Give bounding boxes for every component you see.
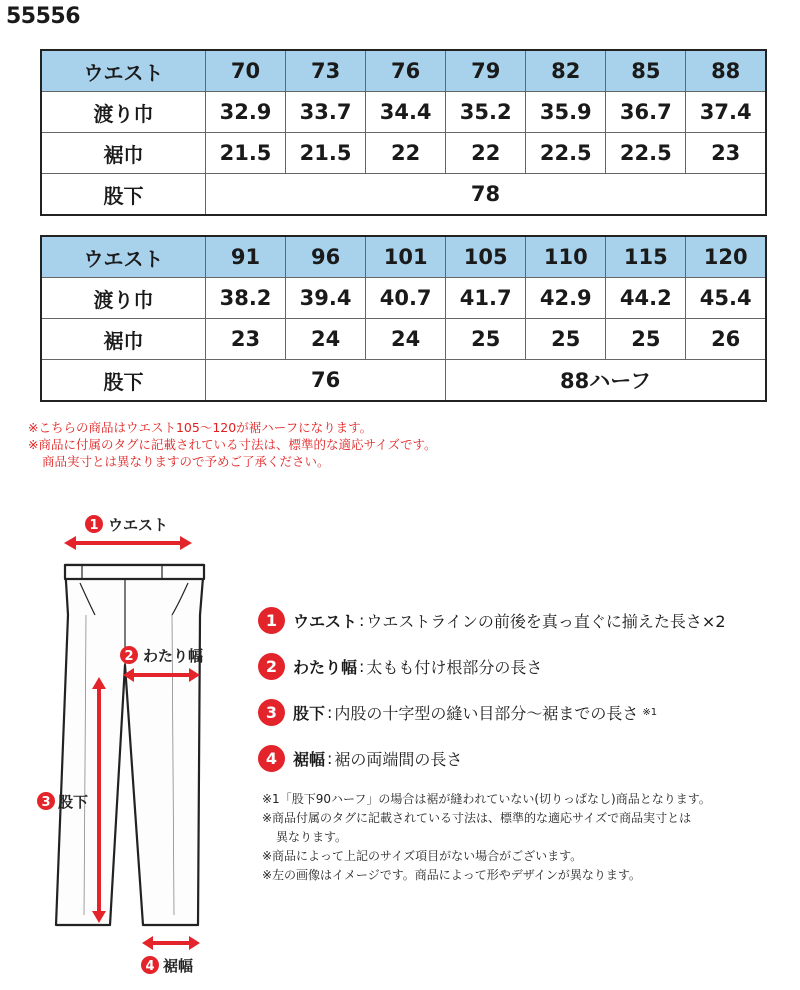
hem-cell: 22 — [446, 133, 526, 174]
hem-cell: 24 — [286, 319, 366, 360]
legend-separator: : — [327, 749, 333, 768]
red-notes — [28, 419, 436, 470]
inseam-marker-number: 3 — [41, 795, 51, 810]
waist-cell: 73 — [286, 50, 366, 92]
thigh-cell: 35.9 — [526, 92, 606, 133]
inseam-row — [41, 360, 766, 402]
inseam-diagram-label: 股下 — [58, 793, 89, 811]
legend-separator: : — [327, 703, 333, 722]
legend-separator: : — [359, 657, 365, 676]
waist-cell: 82 — [526, 50, 606, 92]
red-note: ※こちらの商品はウエスト105〜120が裾ハーフになります。 — [28, 420, 373, 435]
legend-term: 裾幅 — [293, 750, 326, 769]
legend-separator: : — [359, 611, 365, 630]
hem-label: 裾巾 — [41, 319, 206, 360]
hem-cell: 25 — [606, 319, 686, 360]
red-note: ※商品に付属のタグに記載されている寸法は、標準的な適応サイズです。 — [28, 437, 437, 452]
thigh-cell: 36.7 — [606, 92, 686, 133]
red-note: 商品実寸とは異なりますので予めご了承ください。 — [42, 454, 330, 469]
legend-number: 1 — [258, 607, 285, 634]
legend-number: 2 — [258, 653, 285, 680]
hem-row — [41, 319, 766, 360]
footnote: 異なります。 — [276, 830, 348, 844]
footnote: ※商品付属のタグに記載されている寸法は、標準的な適応サイズで商品実寸とは — [262, 811, 692, 825]
waist-cell: 76 — [366, 50, 446, 92]
thigh-label: 渡り巾 — [41, 92, 206, 133]
waist-cell: 79 — [446, 50, 526, 92]
waist-label: ウエスト — [41, 50, 206, 92]
thigh-cell: 42.9 — [526, 278, 606, 319]
hem-arrow-icon — [142, 936, 200, 950]
thigh-cell: 40.7 — [366, 278, 446, 319]
thigh-marker-number: 2 — [124, 649, 134, 664]
product-code: 55556 — [6, 4, 81, 29]
hem-cell: 21.5 — [206, 133, 286, 174]
inseam-cell: 88ハーフ — [446, 360, 766, 402]
hem-cell: 25 — [446, 319, 526, 360]
hem-row — [41, 133, 766, 174]
hem-cell: 25 — [526, 319, 606, 360]
waist-diagram-label: ウエスト — [108, 516, 169, 534]
waist-cell: 105 — [446, 236, 526, 278]
footnotes — [262, 790, 711, 885]
waist-cell: 91 — [206, 236, 286, 278]
footnote: ※左の画像はイメージです。商品によって形やデザインが異なります。 — [262, 868, 641, 882]
waist-arrow-icon — [64, 536, 192, 550]
legend-term: わたり幅 — [293, 658, 358, 677]
inseam-label: 股下 — [41, 360, 206, 402]
thigh-row — [41, 278, 766, 319]
thigh-cell: 45.4 — [686, 278, 766, 319]
footnote: ※商品によって上記のサイズ項目がない場合がございます。 — [262, 849, 583, 863]
hem-cell: 22 — [366, 133, 446, 174]
pants-diagram — [0, 505, 260, 985]
waist-cell: 96 — [286, 236, 366, 278]
thigh-cell: 38.2 — [206, 278, 286, 319]
inseam-cell: 76 — [206, 360, 446, 402]
legend-description: 内股の十字型の縫い目部分〜裾までの長さ — [334, 704, 639, 723]
thigh-label: 渡り巾 — [41, 278, 206, 319]
hem-cell: 23 — [686, 133, 766, 174]
thigh-cell: 35.2 — [446, 92, 526, 133]
legend-item-waist — [258, 606, 726, 635]
footnote: ※1「股下90ハーフ」の場合は裾が縫われていない(切りっぱなし)商品となります。 — [262, 792, 711, 806]
waist-cell: 110 — [526, 236, 606, 278]
legend-item-inseam — [258, 698, 726, 727]
waist-cell: 101 — [366, 236, 446, 278]
legend-term: 股下 — [293, 704, 326, 723]
hem-label: 裾巾 — [41, 133, 206, 174]
hem-cell: 22.5 — [526, 133, 606, 174]
waist-marker-number: 1 — [89, 518, 99, 533]
inseam-label: 股下 — [41, 174, 206, 216]
size-table-2 — [40, 235, 767, 402]
measurement-legend — [258, 606, 726, 790]
legend-item-thigh — [258, 652, 726, 681]
legend-number: 3 — [258, 699, 285, 726]
thigh-cell: 44.2 — [606, 278, 686, 319]
waist-row — [41, 50, 766, 92]
thigh-diagram-label: わたり幅 — [143, 647, 204, 665]
pants-outline-icon — [56, 565, 204, 925]
thigh-cell: 34.4 — [366, 92, 446, 133]
legend-description: ウエストラインの前後を真っ直ぐに揃えた長さ×2 — [366, 612, 726, 631]
waist-cell: 88 — [686, 50, 766, 92]
hem-cell: 22.5 — [606, 133, 686, 174]
thigh-row — [41, 92, 766, 133]
hem-diagram-label: 裾幅 — [163, 957, 194, 975]
legend-description: 太もも付け根部分の長さ — [366, 658, 543, 677]
legend-description: 裾の両端間の長さ — [334, 750, 463, 769]
hem-cell: 21.5 — [286, 133, 366, 174]
thigh-cell: 33.7 — [286, 92, 366, 133]
waist-cell: 115 — [606, 236, 686, 278]
legend-term: ウエスト — [293, 612, 358, 631]
thigh-cell: 39.4 — [286, 278, 366, 319]
hem-marker-number: 4 — [145, 959, 155, 974]
legend-item-hem — [258, 744, 726, 773]
thigh-cell: 37.4 — [686, 92, 766, 133]
inseam-row — [41, 174, 766, 216]
hem-cell: 26 — [686, 319, 766, 360]
hem-cell: 24 — [366, 319, 446, 360]
hem-cell: 23 — [206, 319, 286, 360]
waist-label: ウエスト — [41, 236, 206, 278]
waist-row — [41, 236, 766, 278]
inseam-cell: 78 — [206, 174, 767, 216]
size-table-1 — [40, 49, 767, 216]
waist-cell: 120 — [686, 236, 766, 278]
waist-cell: 70 — [206, 50, 286, 92]
legend-number: 4 — [258, 745, 285, 772]
thigh-cell: 41.7 — [446, 278, 526, 319]
waist-cell: 85 — [606, 50, 686, 92]
legend-footnote-ref: ※1 — [642, 707, 658, 718]
thigh-cell: 32.9 — [206, 92, 286, 133]
